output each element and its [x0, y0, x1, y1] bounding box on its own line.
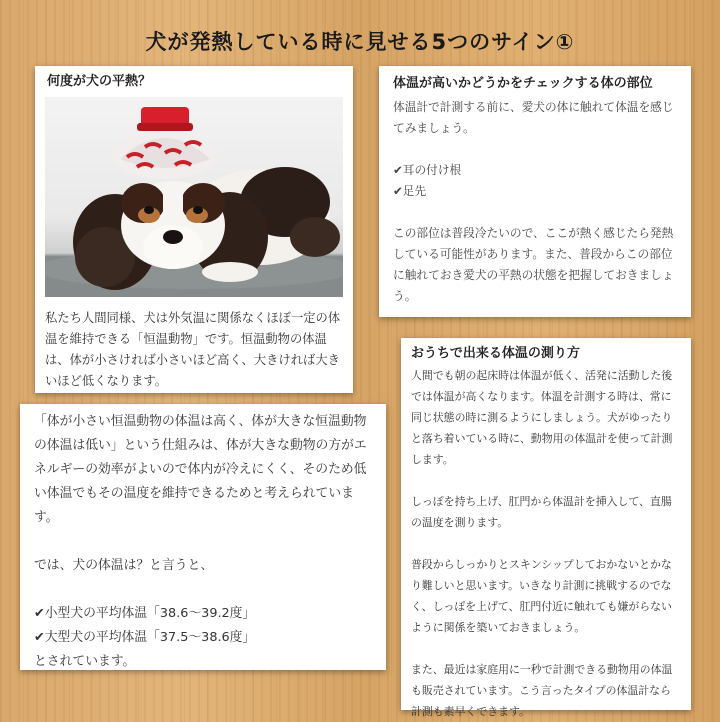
dog-with-ice-bag-illustration	[45, 97, 343, 297]
card-body: 「体が小さい恒温動物の体温は高く、体が大きな恒温動物の体温は低い」という仕組みは、体が大きな動物の方がエネルギーの効率がよいので体内が冷えにくく、そのため低い体温でもその温度を維持できるためと考えられています。 では、犬の体温は？と言うと、 ✔小型犬の平均体温「38.6～39.2度」 ✔大型犬の平均体温「37.5～38.6度」 とされています。	[34, 414, 367, 669]
card-check-body-parts	[379, 66, 691, 317]
card-measure-at-home	[401, 338, 691, 718]
card-title: 体温が高いかどうかをチェックする体の部位	[393, 76, 653, 91]
card-title: おうちで出来る体温の測り方	[411, 346, 580, 361]
card-body: 人間でも朝の起床時は体温が低く、活発に活動した後では体温が高くなります。体温を計測する時は、常に同じ状態の時に測るようにしましょう。犬がゆったりと落ち着いている時に、動物用の体温計を使って計測します。 しっぽを持ち上げ、肛門から体温計を挿入して、直腸の温度を測ります。 普段からしっかりとスキンシップしておかないとかなり難しいと思います。いきなり計測に挑戦するのでなく、しっぽを上げて、肛門付近に触れても嫌がらないように関係を築いておきましょう。 また、最近は家庭用に一秒で計測できる動物用の体温も販売されています。こう言ったタイプの体温計なら計測も素早くできます。	[411, 369, 673, 718]
card-body: 体温計で計測する前に、愛犬の体に触れて体温を感じてみましょう。 ✔耳の付け根 ✔足先 この部位は普段冷たいので、ここが熱く感じたら発熱している可能性があります。また、普段からこの部位に触れておき愛犬の平熱の状態を把握しておきましょう。	[393, 100, 674, 303]
page-title: 犬が発熱している時に見せる5つのサイン①	[145, 30, 575, 54]
card-body-temperature-theory	[20, 404, 386, 670]
card-body: 私たち人間同様、犬は外気温に関係なくほぼ一定の体温を維持できる「恒温動物」です。恒温動物の体温は、体が小さければ小さいほど高く、大きければ大きいほど低くなります。	[45, 311, 341, 388]
card-normal-temperature	[35, 66, 353, 393]
dog-photo	[45, 97, 343, 297]
card-title: 何度が犬の平熱？	[47, 74, 152, 89]
